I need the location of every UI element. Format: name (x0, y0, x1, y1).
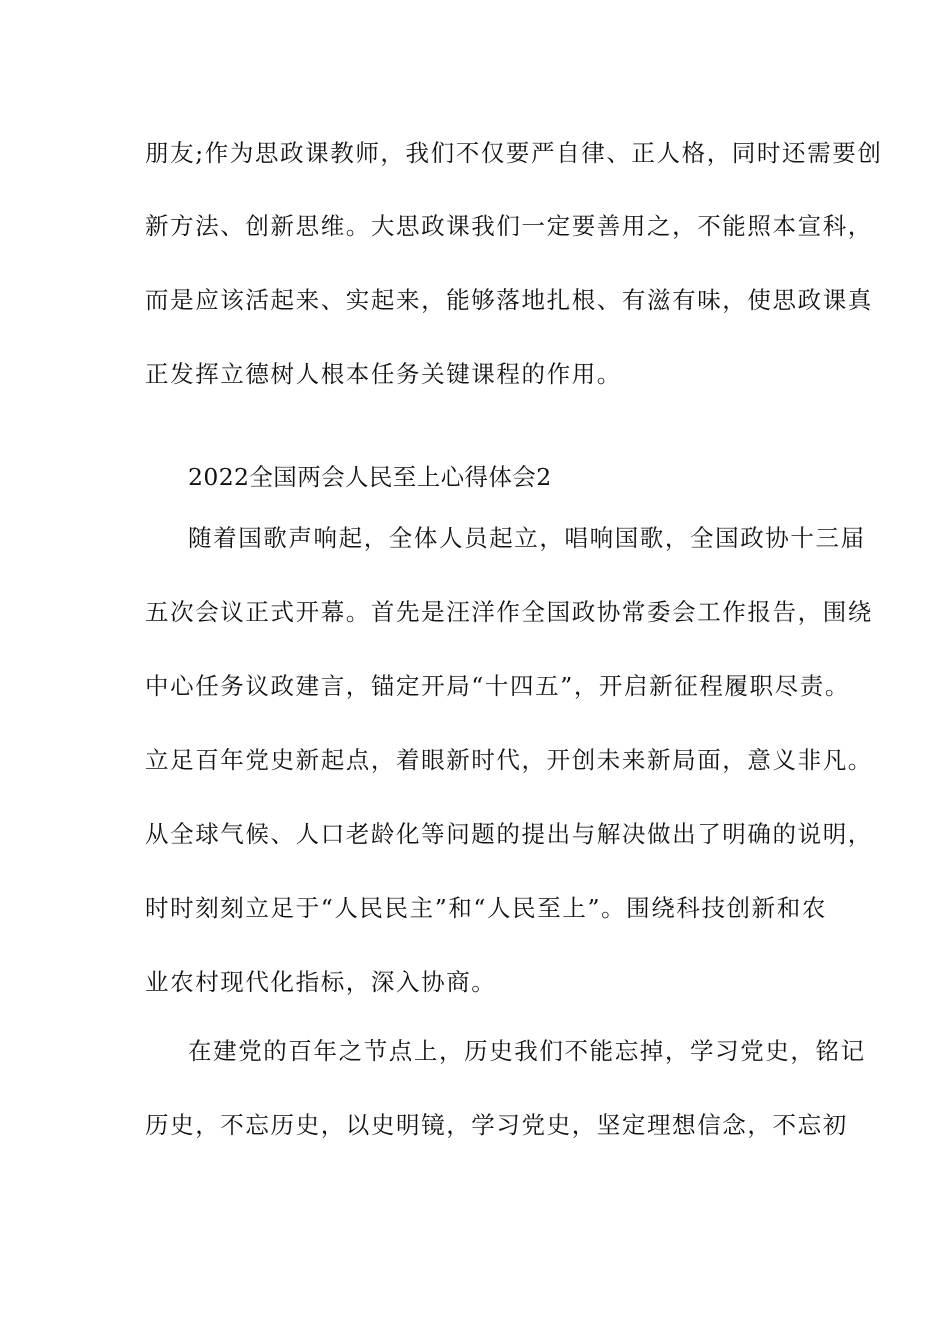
paragraph-line: 中心任务议政建言，锚定开局“十四五”，开启新征程履职尽责。 (145, 672, 850, 700)
paragraph-line: 从全球气候、人口老龄化等问题的提出与解决做出了明确的说明， (145, 820, 873, 848)
paragraph-line: 立足百年党史新起点，着眼新时代，开创未来新局面，意义非凡。 (145, 746, 873, 774)
paragraph-line: 时时刻刻立足于“人民民主”和“人民至上”。围绕科技创新和农 (145, 894, 827, 922)
paragraph-line: 五次会议正式开幕。首先是汪洋作全国政协常委会工作报告，围绕 (145, 598, 873, 626)
section-heading: 2022全国两会人民至上心得体会2 (188, 463, 552, 491)
paragraph-line: 在建党的百年之节点上，历史我们不能忘掉，学习党史，铭记 (188, 1037, 866, 1065)
paragraph-line: 朋友;作为思政课教师，我们不仅要严自律、正人格，同时还需要创 (145, 139, 883, 167)
paragraph-line: 新方法、创新思维。大思政课我们一定要善用之，不能照本宣科， (145, 212, 873, 240)
paragraph-line: 而是应该活起来、实起来，能够落地扎根、有滋有味，使思政课真 (145, 286, 873, 314)
paragraph-line: 业农村现代化指标，深入协商。 (145, 968, 497, 996)
paragraph-line: 随着国歌声响起，全体人员起立，唱响国歌，全国政协十三届 (188, 524, 866, 552)
paragraph-line: 历史，不忘历史，以史明镜，学习党史，坚定理想信念，不忘初 (145, 1111, 848, 1139)
paragraph-line: 正发挥立德树人根本任务关键课程的作用。 (145, 360, 622, 388)
